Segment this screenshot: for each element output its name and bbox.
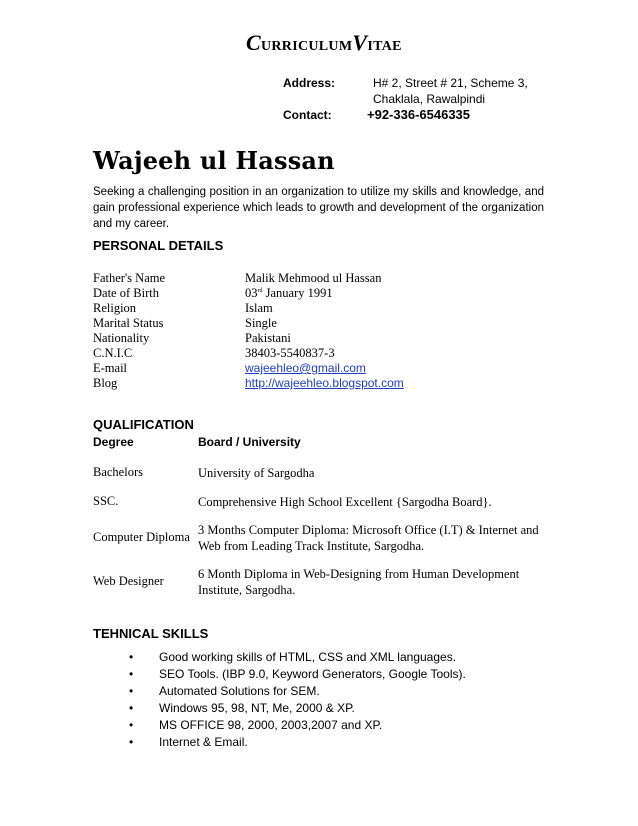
bullet-icon: • <box>129 650 134 664</box>
dob-suffix: rd <box>257 287 263 294</box>
skill-text: SEO Tools. (IBP 9.0, Keyword Generators, Google Tools). <box>159 667 466 681</box>
personal-label: Blog <box>93 376 118 390</box>
qualification-degree: SSC. <box>93 494 119 508</box>
blog-link[interactable]: http://wajeehleo.blogspot.com <box>245 376 404 390</box>
personal-label: Father's Name <box>93 271 166 285</box>
skill-text: Windows 95, 98, NT, Me, 2000 & XP. <box>159 701 355 715</box>
technical-skills-heading: TEHNICAL SKILLS <box>93 626 209 641</box>
skill-text: Good working skills of HTML, CSS and XML languages. <box>159 650 457 664</box>
personal-label: Date of Birth <box>93 286 159 300</box>
skill-text: Automated Solutions for SEM. <box>159 684 320 698</box>
title-initial-v: V <box>352 30 368 55</box>
bullet-icon: • <box>129 735 134 749</box>
board-column-header: Board / University <box>198 435 301 449</box>
bullet-icon: • <box>129 701 134 715</box>
qualification-degree: Computer Diploma <box>93 530 190 544</box>
degree-column-header: Degree <box>93 435 134 449</box>
personal-value <box>245 286 333 301</box>
personal-label: Nationality <box>93 331 150 345</box>
bullet-icon: • <box>129 684 134 698</box>
address-line-2: Chaklala, Rawalpindi <box>373 92 486 106</box>
bullet-icon: • <box>129 718 134 732</box>
objective-paragraph: Seeking a challenging position in an organization to utilize my skills and knowledge, and gain professional experience which leads to growth and development of the organization and my career. <box>93 186 544 230</box>
qualification-heading: QUALIFICATION <box>93 417 194 432</box>
personal-label: Religion <box>93 301 137 315</box>
candidate-name: Wajeeh ul Hassan <box>93 146 335 175</box>
contact-label: Contact: <box>283 108 332 122</box>
address-line-1: H# 2, Street # 21, Scheme 3, <box>373 76 528 90</box>
personal-details-heading: PERSONAL DETAILS <box>93 238 224 253</box>
document-title <box>246 30 402 56</box>
contact-value: +92-336-6546335 <box>367 107 471 122</box>
personal-label: Marital Status <box>93 316 164 330</box>
personal-value: Single <box>245 316 277 330</box>
personal-label: C.N.I.C <box>93 346 133 360</box>
qualification-degree: Web Designer <box>93 574 164 588</box>
personal-value: 38403-5540837-3 <box>245 346 335 360</box>
address-label: Address: <box>283 76 336 90</box>
qualification-board: 3 Months Computer Diploma: Microsoft Office (I.T) & Internet and Web from Leading Track Institute, Sargodha. <box>198 523 539 553</box>
qualification-board: University of Sargodha <box>198 466 315 480</box>
personal-label: E-mail <box>93 361 128 375</box>
title-rest-1: URRICULUM <box>260 39 353 54</box>
dob-day: 03 <box>245 286 258 300</box>
qualification-degree: Bachelors <box>93 465 143 479</box>
personal-value: Pakistani <box>245 331 291 345</box>
personal-value: Malik Mehmood ul Hassan <box>245 271 382 285</box>
qualification-board: Comprehensive High School Excellent {Sargodha Board}. <box>198 495 492 509</box>
bullet-icon: • <box>129 667 134 681</box>
qualification-board: 6 Month Diploma in Web-Designing from Human Development Institute, Sargodha. <box>198 567 520 597</box>
title-initial-c: C <box>246 30 261 55</box>
email-link[interactable]: wajeehleo@gmail.com <box>245 361 366 375</box>
skill-text: MS OFFICE 98, 2000, 2003,2007 and XP. <box>159 718 383 732</box>
skill-text: Internet & Email. <box>159 735 248 749</box>
personal-value: Islam <box>245 301 273 315</box>
dob-rest: January 1991 <box>262 286 333 300</box>
title-rest-2: ITAE <box>367 39 402 54</box>
